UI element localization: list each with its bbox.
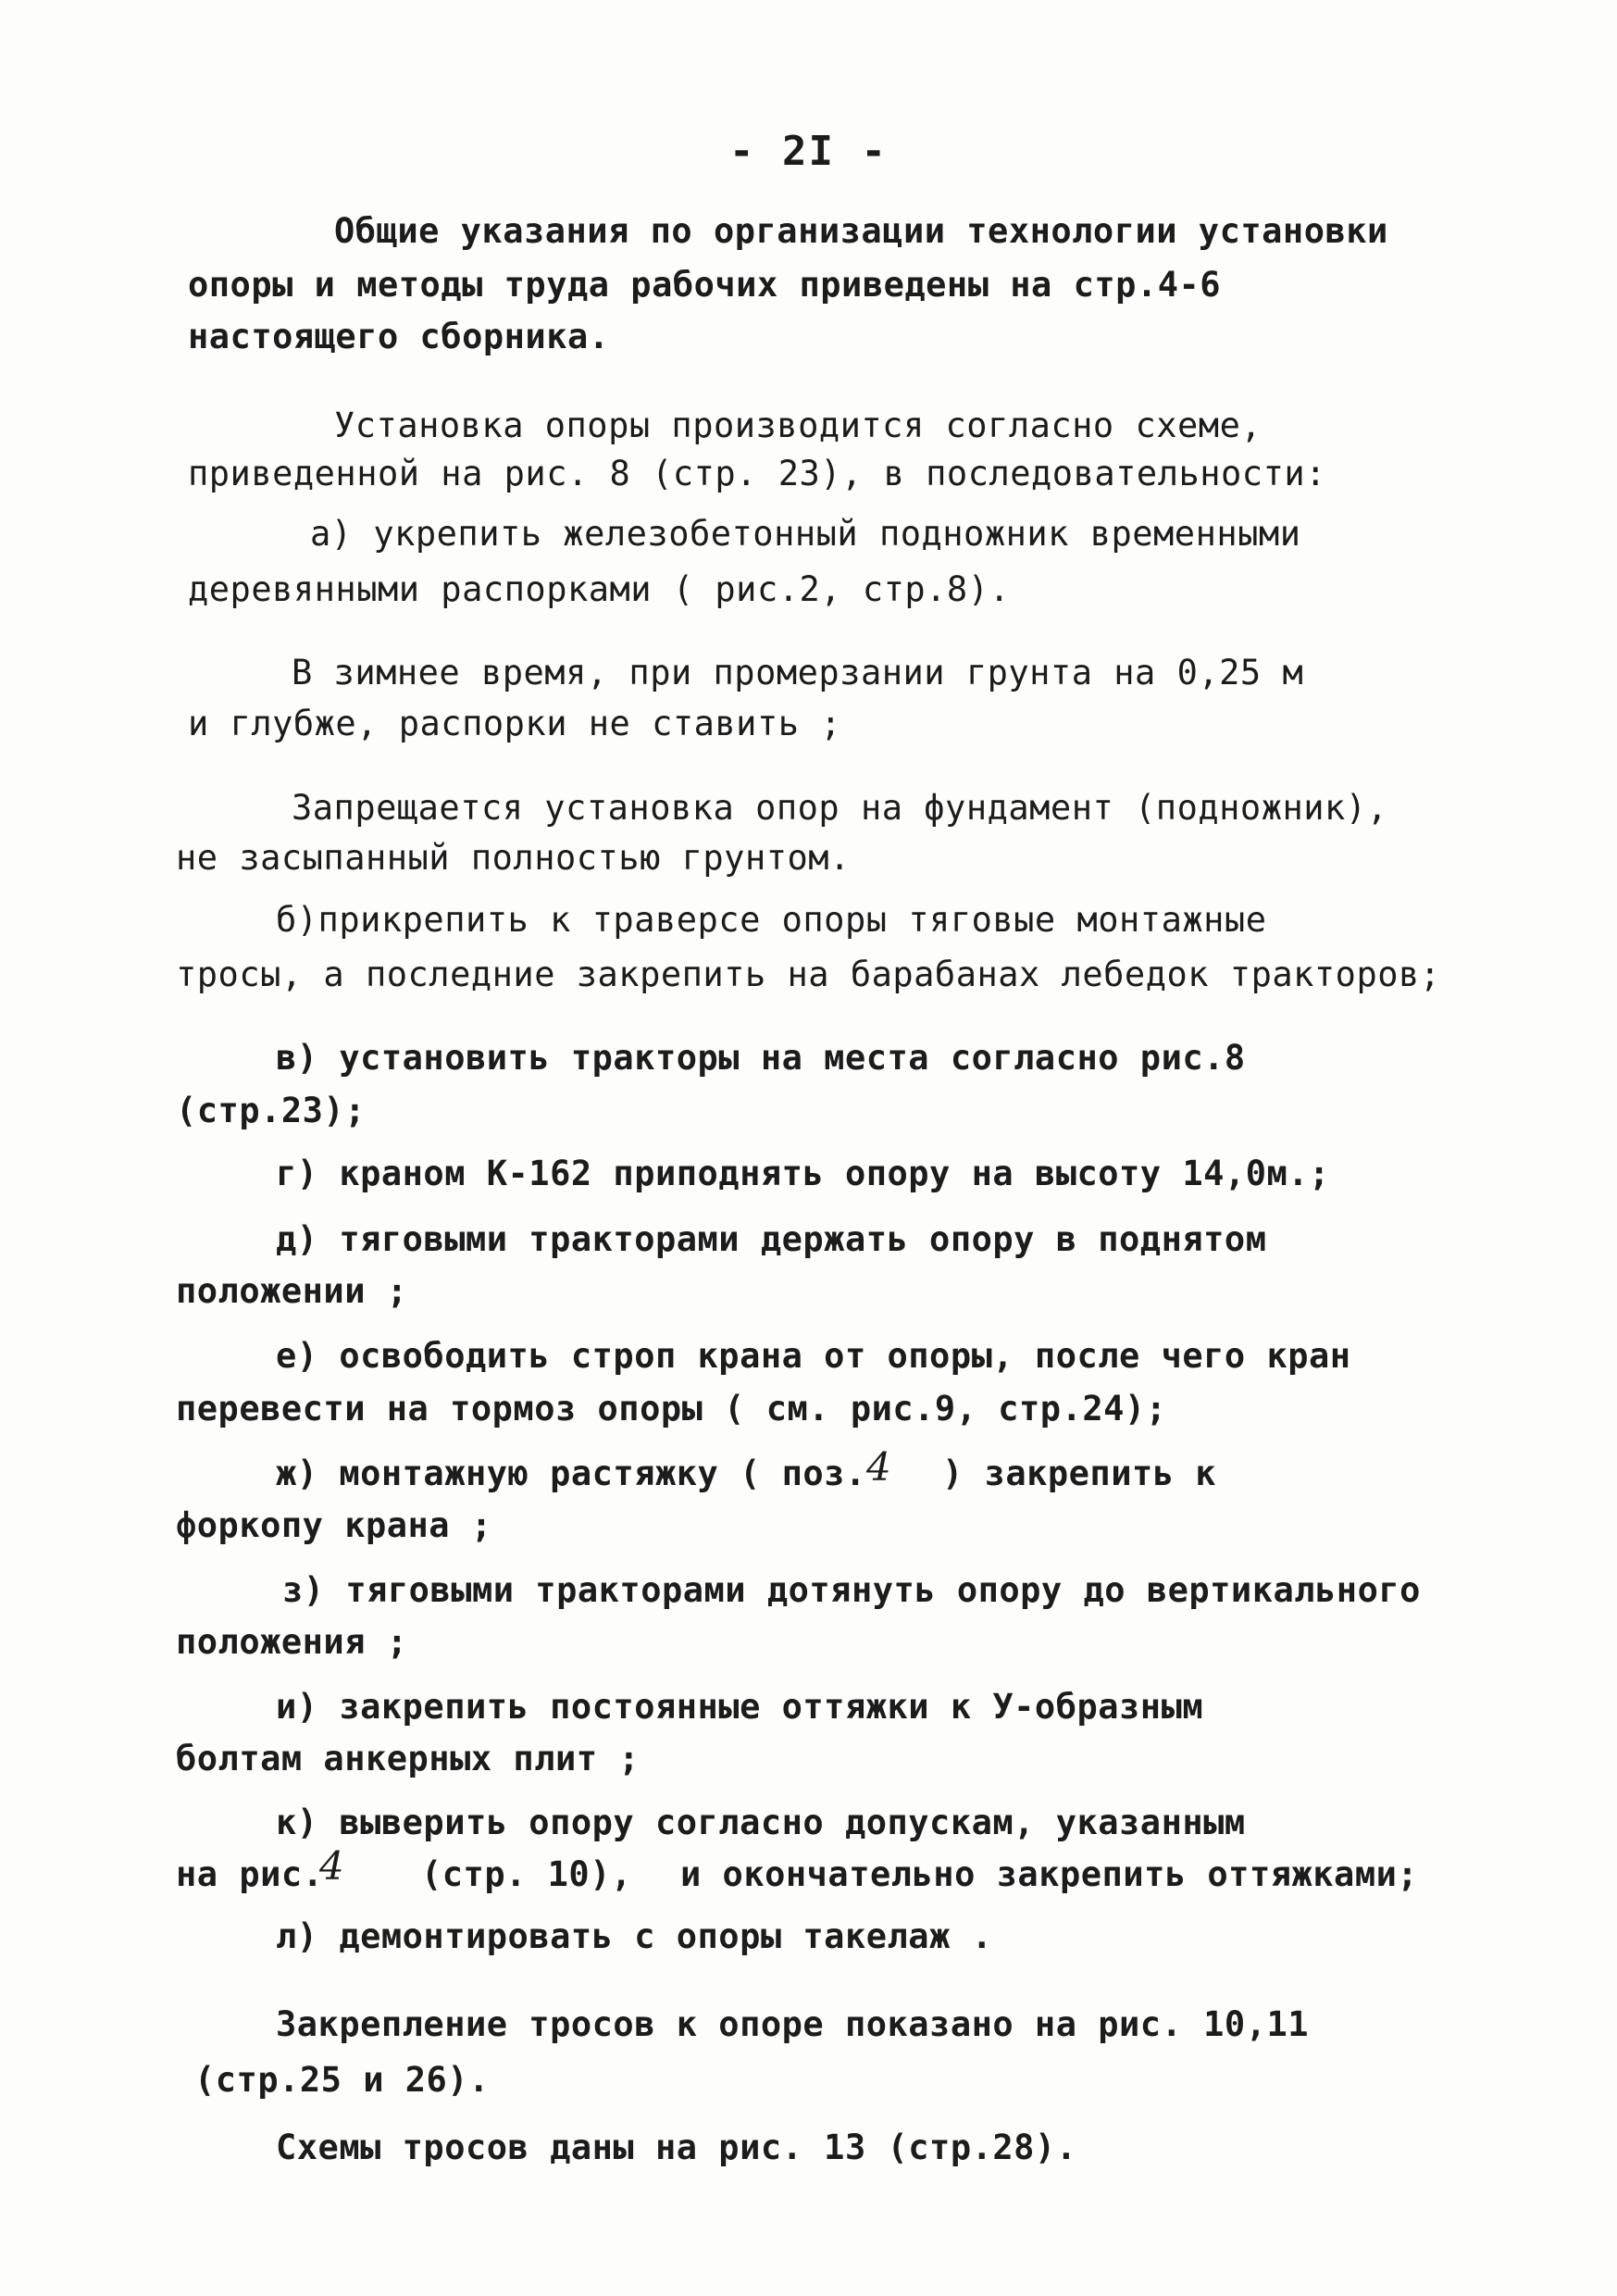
handwritten-number: 4: [319, 1843, 345, 1889]
text-line: ж) монтажную растяжку ( поз.: [276, 1454, 866, 1493]
text-line: не засыпанный полностью грунтом.: [176, 838, 851, 878]
text-line: з) тяговыми тракторами дотянуть опору до вертикального: [282, 1570, 1421, 1610]
text-line: болтам анкерных плит ;: [176, 1739, 641, 1778]
text-line: а) укрепить железобетонный подножник временными: [310, 514, 1301, 554]
text-line: приведенной на рис. 8 (стр. 23), в последовательности:: [188, 454, 1326, 493]
text-line: е) освободить строп крана от опоры, после чего кран: [276, 1336, 1351, 1376]
text-line: и) закрепить постоянные оттяжки к У-образным: [276, 1687, 1204, 1727]
text-line: (стр.23);: [176, 1091, 366, 1130]
text-line: опоры и методы труда рабочих приведены на стр.4-6: [188, 265, 1222, 305]
text-line: в) установить тракторы на места согласно рис.8: [276, 1038, 1246, 1078]
text-line: Общие указания по организации технологии установки: [334, 211, 1388, 251]
text-line: деревянными распорками ( рис.2, стр.8).: [188, 569, 1011, 609]
text-line: положения ;: [176, 1622, 408, 1662]
text-line: б)прикрепить к траверсе опоры тяговые монтажные: [276, 900, 1267, 940]
text-line: (стр.25 и 26).: [194, 2060, 490, 2100]
text-line: г) краном К-162 приподнять опору на высоту 14,0м.;: [276, 1154, 1330, 1193]
text-line: В зимнее время, при промерзании грунта на 0,25 м: [292, 653, 1304, 693]
page-number: - 2I -: [729, 128, 888, 175]
handwritten-number: 4: [866, 1444, 892, 1490]
text-line: на рис.: [176, 1854, 324, 1894]
text-line: л) демонтировать с опоры такелаж .: [276, 1916, 993, 1956]
text-line: к) выверить опору согласно допускам, указанным: [276, 1803, 1246, 1842]
text-line: Схемы тросов даны на рис. 13 (стр.28).: [276, 2128, 1077, 2167]
text-line: и окончательно закрепить оттяжками;: [680, 1854, 1419, 1894]
text-line: настоящего сборника.: [188, 317, 610, 356]
text-line: тросы, а последние закрепить на барабанах лебедок тракторов;: [176, 955, 1441, 994]
text-line: д) тяговыми тракторами держать опору в поднятом: [276, 1219, 1267, 1259]
text-line: положении ;: [176, 1271, 408, 1311]
text-line: и глубже, распорки не ставить ;: [188, 704, 842, 743]
text-line: (стр. 10),: [421, 1854, 632, 1894]
text-line: Закрепление тросов к опоре показано на рис. 10,11: [276, 2004, 1310, 2044]
text-line: ) закрепить к: [942, 1454, 1217, 1493]
text-line: перевести на тормоз опоры ( см. рис.9, стр.24);: [176, 1389, 1167, 1429]
text-line: Установка опоры производится согласно схеме,: [334, 406, 1263, 445]
text-line: Запрещается установка опор на фундамент (подножник),: [292, 788, 1388, 828]
text-line: форкопу крана ;: [176, 1505, 492, 1545]
